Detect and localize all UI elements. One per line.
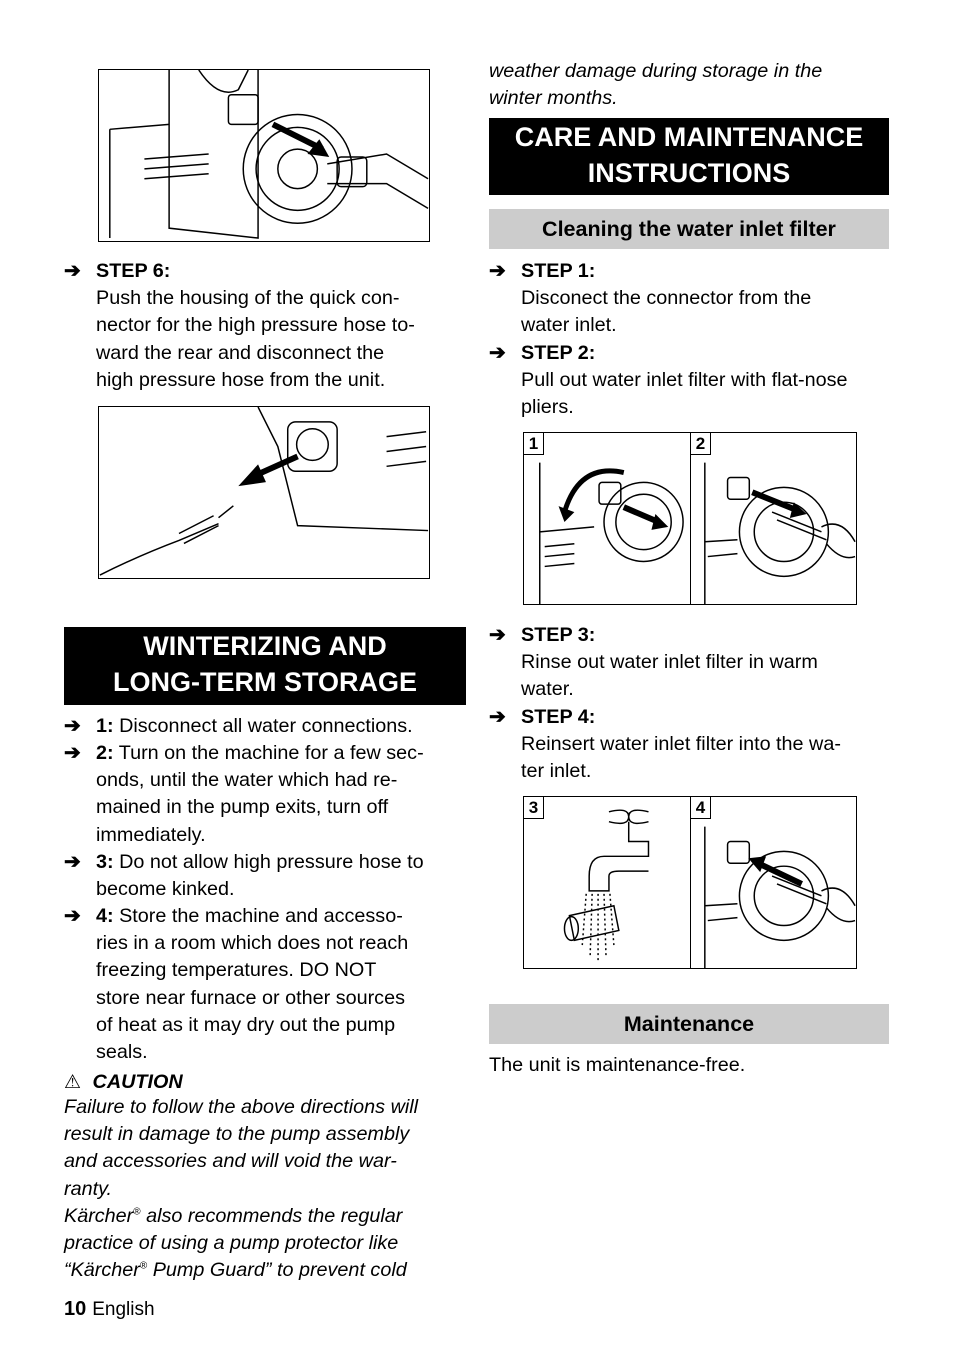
right-arrow-icon: ➔ xyxy=(64,851,81,873)
recommend-line-1 xyxy=(64,1203,466,1230)
filter-removal-illustration xyxy=(524,433,856,604)
step-3-heading: STEP 3: xyxy=(521,624,596,646)
caution-heading xyxy=(64,1069,466,1096)
winter-item-1 xyxy=(64,713,466,741)
recommend-line-2: practice of using a pump protector like xyxy=(64,1232,399,1255)
step-4 xyxy=(489,704,891,786)
care-title-line-2: INSTRUCTIONS xyxy=(587,158,791,188)
winterizing-banner xyxy=(64,627,466,705)
caution-line-1: Failure to follow the above directions will xyxy=(64,1096,419,1118)
caution-label: CAUTION xyxy=(92,1071,183,1093)
step-4-line-1: Reinsert water inlet filter into the wa- xyxy=(521,733,841,756)
page-number: 10 xyxy=(64,1298,87,1320)
item-2-line-4: immediately. xyxy=(96,823,206,846)
brand-name-quoted: “Kärcher xyxy=(64,1259,140,1282)
registered-mark: ® xyxy=(139,1260,148,1272)
caution-line-4: ranty. xyxy=(64,1177,113,1200)
item-4-line-3: freezing temperatures. DO NOT xyxy=(96,959,377,982)
step-6-line-1: Push the housing of the quick con- xyxy=(96,287,400,310)
winterizing-title-line-2: LONG-TERM STORAGE xyxy=(112,667,417,697)
item-4-line-4: store near furnace or other sources xyxy=(96,986,405,1009)
panel-label-3: 3 xyxy=(524,797,544,819)
panel-label-1: 1 xyxy=(524,433,544,455)
caution-line-2: result in damage to the pump assembly xyxy=(64,1123,410,1146)
item-3-line-2: become kinked. xyxy=(96,878,235,901)
step-2-line-1: Pull out water inlet filter with flat-nose xyxy=(521,369,848,392)
item-2-line-2: onds, until the water which had re- xyxy=(96,769,398,792)
item-4-line-1: Store the machine and accesso- xyxy=(113,905,403,927)
item-3-line-1: Do not allow high pressure hose to xyxy=(113,851,424,873)
right-arrow-icon: ➔ xyxy=(489,342,506,364)
step-2-heading: STEP 2: xyxy=(521,342,596,364)
step-2-line-2: pliers. xyxy=(521,396,574,419)
recommend-line-1-text: also recommends the regular xyxy=(140,1204,403,1227)
care-maintenance-banner xyxy=(489,118,889,195)
brand-name: Kärcher xyxy=(64,1204,134,1227)
recommend-line-3 xyxy=(64,1257,466,1284)
item-4-line-5: of heat as it may dry out the pump xyxy=(96,1013,396,1036)
step-2 xyxy=(489,340,891,422)
step-1-line-2: water inlet. xyxy=(521,314,617,337)
figure-disconnect-garden-hose xyxy=(98,69,430,242)
step-3-line-2: water. xyxy=(521,678,574,701)
step-4-line-2: ter inlet. xyxy=(521,760,592,783)
continued-line-2: winter months. xyxy=(489,87,618,110)
item-3-number: 3: xyxy=(96,851,114,873)
winter-item-4 xyxy=(64,903,466,1067)
right-arrow-icon: ➔ xyxy=(64,260,81,282)
caution-text xyxy=(64,1094,466,1284)
subheading-maintenance: Maintenance xyxy=(489,1004,889,1044)
right-arrow-icon: ➔ xyxy=(64,742,81,764)
right-arrow-icon: ➔ xyxy=(64,715,81,737)
figure-disconnect-high-pressure-hose xyxy=(98,406,430,579)
step-1-heading: STEP 1: xyxy=(521,260,596,282)
care-title-line-1: CARE AND MAINTENANCE xyxy=(514,122,864,152)
item-4-number: 4: xyxy=(96,905,114,927)
step-3-line-1: Rinse out water inlet filter in warm xyxy=(521,651,818,674)
hose-disconnect-illustration xyxy=(99,70,429,241)
high-pressure-hose-illustration xyxy=(99,407,429,578)
page-footer xyxy=(64,1296,155,1323)
step-1 xyxy=(489,258,891,340)
item-2-line-3: mained in the pump exits, turn off xyxy=(96,796,389,819)
step-6-line-3: ward the rear and disconnect the xyxy=(96,341,385,364)
registered-mark: ® xyxy=(133,1206,141,1218)
winter-item-3 xyxy=(64,849,466,904)
right-arrow-icon: ➔ xyxy=(489,624,506,646)
filter-rinse-reinsert-illustration xyxy=(524,797,856,968)
caution-line-3: and accessories and will void the war- xyxy=(64,1150,397,1173)
winter-item-2 xyxy=(64,740,466,850)
right-arrow-icon: ➔ xyxy=(489,706,506,728)
panel-label-4: 4 xyxy=(691,797,711,819)
step-6-line-4: high pressure hose from the unit. xyxy=(96,368,386,391)
item-2-line-1: Turn on the machine for a few sec- xyxy=(113,742,424,764)
language-label: English xyxy=(92,1299,155,1320)
step-6-heading: STEP 6: xyxy=(96,260,171,282)
winterizing-title-line-1: WINTERIZING AND xyxy=(143,631,387,661)
right-arrow-icon: ➔ xyxy=(489,260,506,282)
figure-panels-3-4 xyxy=(523,796,857,969)
step-6-line-2: nector for the high pressure hose to- xyxy=(96,314,415,337)
step-3 xyxy=(489,622,891,704)
maintenance-text: The unit is maintenance-free. xyxy=(489,1054,746,1076)
recommend-line-3-text: Pump Guard” to prevent cold xyxy=(147,1259,407,1282)
warning-triangle-icon: ⚠ xyxy=(64,1072,82,1093)
right-arrow-icon: ➔ xyxy=(64,905,81,927)
continued-text xyxy=(489,58,891,112)
continued-line-1: weather damage during storage in the xyxy=(489,60,823,82)
item-1-number: 1: xyxy=(96,715,114,737)
step-1-line-1: Disconect the connector from the xyxy=(521,287,812,310)
subheading-filter: Cleaning the water inlet filter xyxy=(489,209,889,249)
figure-panels-1-2 xyxy=(523,432,857,605)
step-4-heading: STEP 4: xyxy=(521,706,596,728)
item-1-line-1: Disconnect all water connections. xyxy=(113,715,413,737)
item-4-line-6: seals. xyxy=(96,1041,148,1064)
step-6 xyxy=(64,258,466,394)
item-2-number: 2: xyxy=(96,742,114,764)
panel-label-2: 2 xyxy=(691,433,711,455)
item-4-line-2: ries in a room which does not reach xyxy=(96,932,409,955)
